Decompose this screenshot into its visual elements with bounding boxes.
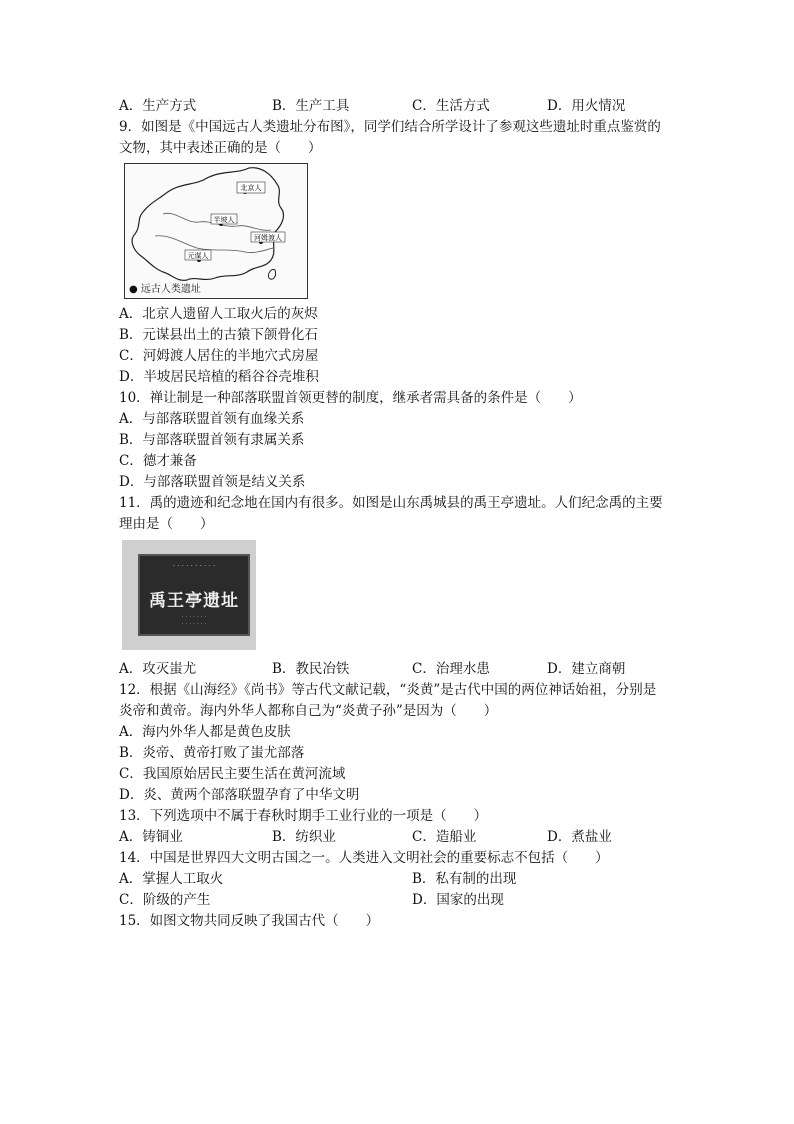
q14-stem: 14．中国是世界四大文明古国之一。人类进入文明社会的重要标志不包括（ ） xyxy=(119,850,609,866)
map-legend: ● 远古人类遗址 xyxy=(129,284,201,295)
map-label-banpo: 半坡人 xyxy=(213,216,235,224)
q11-stele-photo xyxy=(122,540,256,650)
q10-option-c[interactable]: C．德才兼备 xyxy=(119,453,197,469)
q11-stem-line2: 理由是（ ） xyxy=(119,516,214,532)
stele-slab xyxy=(138,554,250,636)
q12-stem-line2: 炎帝和黄帝。海内外华人都称自己为“炎黄子孙”是因为（ ） xyxy=(119,703,498,719)
q13-stem: 13．下列选项中不属于春秋时期手工业行业的一项是（ ） xyxy=(119,808,488,824)
q13-options xyxy=(119,827,679,847)
q12-option-a[interactable]: A．海内外华人都是黄色皮肤 xyxy=(119,724,291,740)
q9-option-c[interactable]: C．河姆渡人居住的半地穴式房屋 xyxy=(119,348,319,364)
q12-stem-line1: 12．根据《山海经》《尚书》等古代文献记载，“炎黄”是古代中国的两位神话始祖，分别是 xyxy=(119,682,657,698)
q13-option-b[interactable]: B．纺织业 xyxy=(272,829,336,845)
q14-option-a[interactable]: A．掌握人工取火 xyxy=(119,871,224,887)
stele-bottom-inscription: · · · · · · · · · · · · · · xyxy=(181,614,207,628)
map-label-beijing: 北京人 xyxy=(240,184,262,192)
q13-option-d[interactable]: D．煮盐业 xyxy=(547,829,612,845)
q10-option-a[interactable]: A．与部落联盟首领有血缘关系 xyxy=(119,411,305,427)
q14-options-row2 xyxy=(119,890,679,910)
q10-option-b[interactable]: B．与部落联盟首领有隶属关系 xyxy=(119,432,305,448)
q11-option-d[interactable]: D．建立商朝 xyxy=(547,661,626,677)
q15-stem: 15．如图文物共同反映了我国古代（ ） xyxy=(119,913,380,929)
q12-option-c[interactable]: C．我国原始居民主要生活在黄河流域 xyxy=(119,766,346,782)
q9-option-a[interactable]: A．北京人遗留人工取火后的灰烬 xyxy=(119,306,318,322)
q13-option-c[interactable]: C．造船业 xyxy=(412,829,477,845)
map-label-hemudu: 河姆渡人 xyxy=(254,234,282,242)
china-map-outline xyxy=(125,164,307,298)
q14-option-c[interactable]: C．阶级的产生 xyxy=(119,892,211,908)
stele-title: 禹王亭遗址 xyxy=(149,591,239,611)
q11-option-c[interactable]: C．治理水患 xyxy=(412,661,490,677)
q14-option-b[interactable]: B．私有制的出现 xyxy=(412,871,517,887)
q9-map-figure xyxy=(124,163,308,299)
map-label-yuanmou: 元谋人 xyxy=(187,252,209,260)
q11-option-b[interactable]: B．教民冶铁 xyxy=(272,661,350,677)
q8-options xyxy=(119,96,679,116)
q12-option-d[interactable]: D．炎、黄两个部落联盟孕育了中华文明 xyxy=(119,787,360,803)
q9-option-b[interactable]: B．元谋县出土的古猿下颌骨化石 xyxy=(119,327,318,343)
q8-option-d[interactable]: D．用火情况 xyxy=(547,98,626,114)
q8-option-a[interactable]: A．生产方式 xyxy=(119,98,197,114)
q8-option-c[interactable]: C．生活方式 xyxy=(412,98,490,114)
q10-option-d[interactable]: D．与部落联盟首领是结义关系 xyxy=(119,474,306,490)
q12-option-b[interactable]: B．炎帝、黄帝打败了蚩尤部落 xyxy=(119,745,305,761)
q9-option-d[interactable]: D．半坡居民培植的稻谷谷壳堆积 xyxy=(119,369,319,385)
q11-stem-line1: 11．禹的遗迹和纪念地在国内有很多。如图是山东禹城县的禹王亭遗址。人们纪念禹的主要 xyxy=(119,495,663,511)
stele-top-inscription: · · · · · · · · · · xyxy=(172,562,216,570)
q9-stem-line1: 9．如图是《中国远古人类遗址分布图》，同学们结合所学设计了参观这些遗址时重点鉴赏的 xyxy=(119,119,661,135)
q13-option-a[interactable]: A．铸铜业 xyxy=(119,829,183,845)
q11-options xyxy=(119,659,679,679)
q8-option-b[interactable]: B．生产工具 xyxy=(272,98,350,114)
q9-stem-line2: 文物，其中表述正确的是（ ） xyxy=(119,140,322,156)
q14-option-d[interactable]: D．国家的出现 xyxy=(412,892,504,908)
q10-stem: 10．禅让制是一种部落联盟首领更替的制度，继承者需具备的条件是（ ） xyxy=(119,390,582,406)
q14-options-row1 xyxy=(119,869,679,889)
q11-option-a[interactable]: A．攻灭蚩尤 xyxy=(119,661,197,677)
